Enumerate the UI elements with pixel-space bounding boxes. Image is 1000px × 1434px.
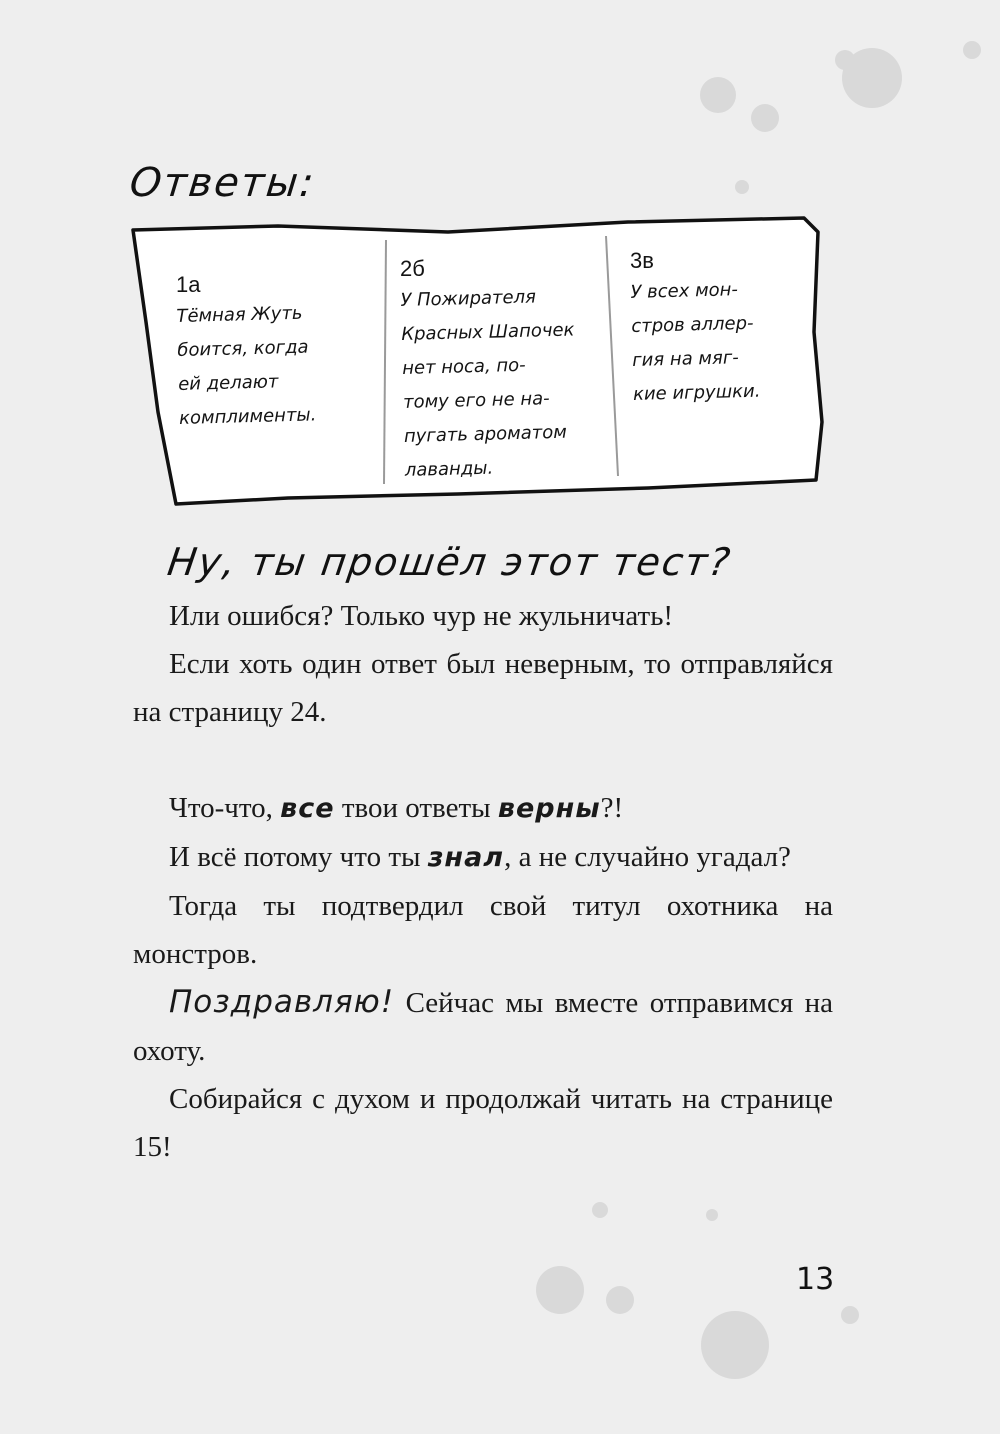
- answer-1: [176, 272, 366, 436]
- answer-2-number: 2б: [400, 256, 425, 281]
- answers-card: [128, 212, 828, 517]
- answer-3-text: У всех мон- стров аллер- гия на мяг- кие игрушки.: [630, 279, 761, 405]
- emphasis-word: Поздравляю!: [169, 984, 395, 1020]
- emphasis-word: знал: [427, 842, 505, 873]
- text-run: Что-что,: [169, 792, 281, 824]
- section-title: Ну, ты прошёл этот тест?: [164, 540, 735, 584]
- answer-2: [400, 256, 605, 488]
- text-run: ?!: [600, 792, 624, 824]
- emphasis-word: верны: [497, 793, 601, 824]
- text-run: Сейчас мы вместе отправимся на охоту.: [133, 987, 833, 1067]
- paragraph: Тогда ты подтвердил свой титул охотника на монстров.: [133, 890, 833, 970]
- answer-3: [630, 248, 810, 412]
- paragraph: Собирайся с духом и продолжай читать на странице 15!: [133, 1083, 833, 1163]
- answer-1-number: 1а: [176, 272, 201, 297]
- paragraph: [133, 833, 833, 882]
- paragraph: Или ошибся? Только чур не жульничать!: [169, 600, 674, 632]
- paragraph: Если хоть один ответ был неверным, то отправляйся на страницу 24.: [133, 648, 833, 728]
- page-number: 13: [796, 1262, 835, 1297]
- emphasis-word: все: [280, 793, 335, 824]
- answer-1-text: Тёмная Жуть боится, когда ей делают комплименты.: [176, 302, 317, 429]
- text-run: , а не случайно угадал?: [504, 841, 791, 873]
- text-run: твои ответы: [334, 792, 498, 824]
- paragraph: [133, 784, 833, 833]
- answers-heading: Ответы:: [127, 160, 318, 206]
- answer-3-number: 3в: [630, 248, 654, 273]
- answer-2-text: У Пожирателя Красных Шапочек нет носа, по- тому его не на- пугать ароматом лаванды.: [400, 286, 575, 481]
- text-run: И всё потому что ты: [169, 841, 428, 873]
- body-text: [133, 592, 833, 1171]
- paragraph: [133, 978, 833, 1075]
